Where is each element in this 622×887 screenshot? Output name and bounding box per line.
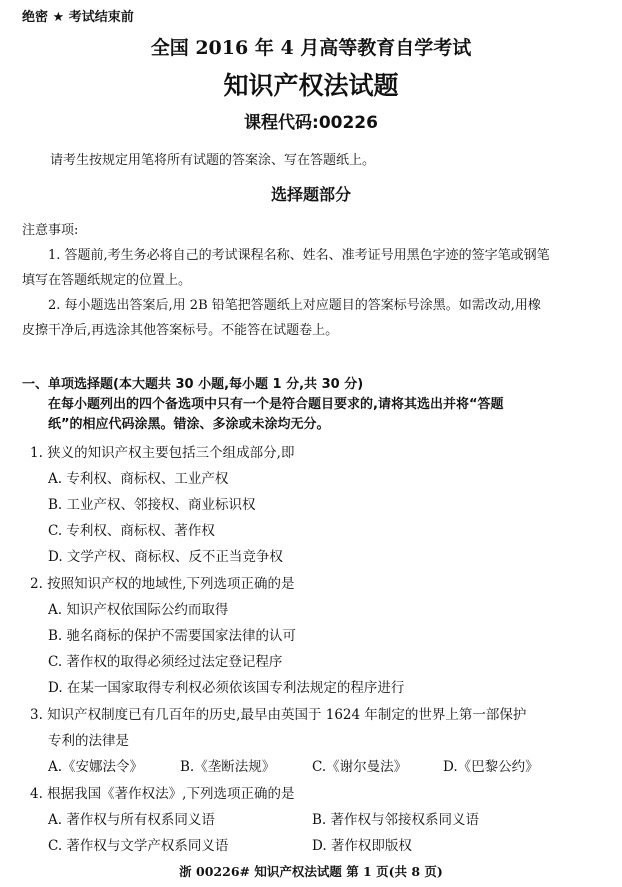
question-2-stem: 2. 按照知识产权的地域性,下列选项正确的是: [30, 576, 295, 592]
question-2-option-b: B. 驰名商标的保护不需要国家法律的认可: [48, 628, 297, 644]
question-3-option-c: C.《谢尔曼法》: [312, 759, 408, 775]
part-1-desc-line-1: 在每小题列出的四个备选项中只有一个是符合题目要求的,请将其选出并将“答题: [48, 397, 504, 412]
subject-title: 知识产权法试题: [223, 71, 399, 100]
question-4-option-b: B. 著作权与邻接权系同义语: [312, 812, 480, 828]
question-4-option-a: A. 著作权与所有权系同义语: [48, 812, 215, 828]
part-1-desc-line-2: 纸”的相应代码涂黑。错涂、多涂或未涂均无分。: [48, 417, 330, 432]
page-footer: 浙 00226# 知识产权法试题 第 1 页(共 8 页): [179, 864, 443, 879]
question-4-stem: 4. 根据我国《著作权法》,下列选项正确的是: [30, 786, 295, 802]
question-2-option-a: A. 知识产权依国际公约而取得: [48, 602, 229, 618]
question-3-option-d: D.《巴黎公约》: [443, 759, 539, 775]
question-1-option-d: D. 文学产权、商标权、反不正当竞争权: [48, 549, 283, 565]
question-3-stem: 3. 知识产权制度已有几百年的历史,最早由英国于 1624 年制定的世界上第一部保护: [30, 707, 527, 723]
question-1-stem: 1. 狭义的知识产权主要包括三个组成部分,即: [30, 445, 295, 461]
note-2-line-2: 皮擦干净后,再选涂其他答案标号。不能答在试题卷上。: [22, 323, 339, 338]
note-1-line-1: 1. 答题前,考生务必将自己的考试课程名称、姓名、准考证号用黑色字迹的签字笔或钢笔: [48, 248, 550, 263]
confidential-mark: 绝密 ★ 考试结束前: [22, 10, 134, 25]
question-3-stem-line-2: 专利的法律是: [48, 733, 129, 749]
question-1-option-a: A. 专利权、商标权、工业产权: [48, 471, 229, 487]
exam-title: 全国 2016 年 4 月高等教育自学考试: [150, 37, 472, 59]
course-code: 课程代码:00226: [244, 113, 378, 133]
question-2-option-c: C. 著作权的取得必须经过法定登记程序: [48, 654, 283, 670]
question-1-option-c: C. 专利权、商标权、著作权: [48, 523, 215, 539]
part-1-heading: 一、单项选择题(本大题共 30 小题,每小题 1 分,共 30 分): [22, 377, 364, 392]
question-4-option-c: C. 著作权与文学产权系同义语: [48, 838, 229, 854]
note-2-line-1: 2. 每小题选出答案后,用 2B 铅笔把答题纸上对应题目的答案标号涂黑。如需改动,用橡: [48, 298, 541, 313]
question-2-option-d: D. 在某一国家取得专利权必须依该国专利法规定的程序进行: [48, 680, 405, 696]
general-instruction: 请考生按规定用笔将所有试题的答案涂、写在答题纸上。: [50, 153, 376, 168]
question-4-option-d: D. 著作权即版权: [312, 838, 412, 854]
question-3-option-a: A.《安娜法令》: [48, 759, 144, 775]
note-1-line-2: 填写在答题纸规定的位置上。: [22, 273, 192, 288]
question-1-option-b: B. 工业产权、邻接权、商业标识权: [48, 497, 256, 513]
notes-heading: 注意事项:: [22, 223, 79, 238]
section-title: 选择题部分: [270, 185, 351, 204]
question-3-option-b: B.《垄断法规》: [180, 759, 276, 775]
